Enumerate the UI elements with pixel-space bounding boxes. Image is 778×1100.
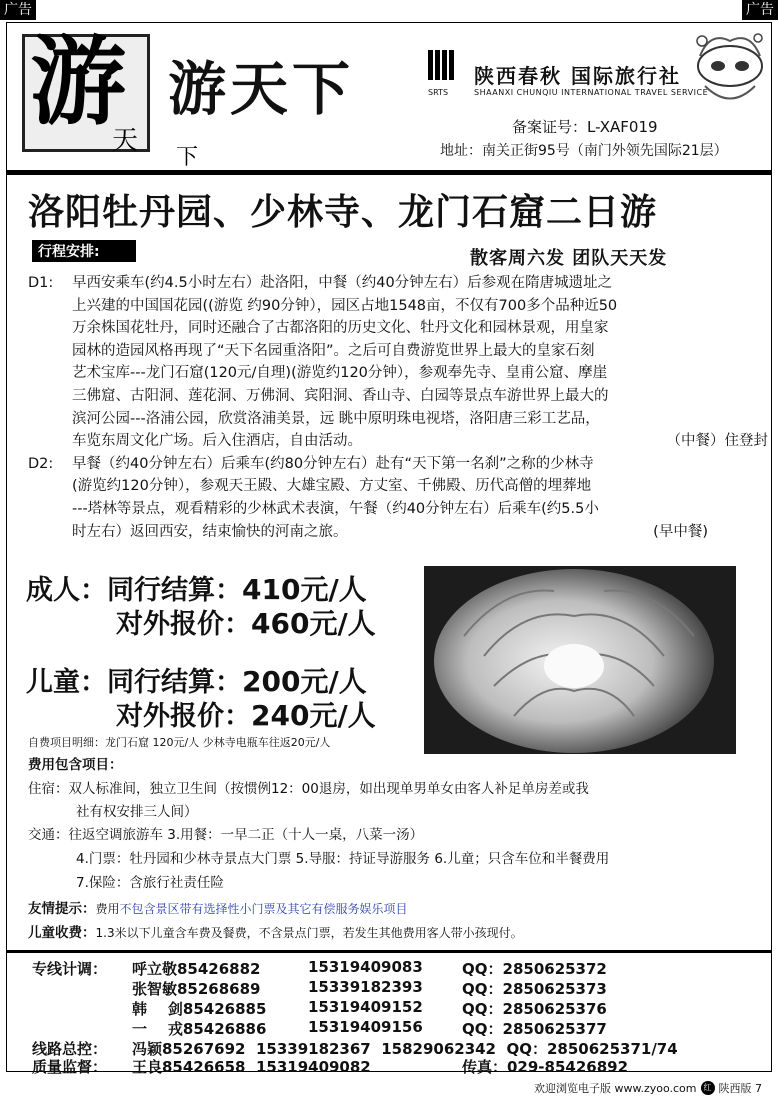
meal-info: （中餐）住登封 [666,433,768,450]
contact-mobile: 15339182393 [308,978,423,996]
contact-mobile: 15319409083 [308,958,423,976]
supervisor-label: 线路总控： [32,1040,108,1058]
fees-item-7: 7.保险：含旅行社责任险 [76,875,224,891]
logo-calligraphy: 游 [30,25,126,138]
child-label: 儿童： [26,667,107,698]
contact-qq: QQ：2850625377 [462,1020,607,1038]
itinerary-line: 艺术宝库---龙门石窟(120元/自理)(游览约120分钟），参观奉先寺、皇甫公窟、摩崖 [72,365,608,382]
quality-info: 王良85426658 15319409082 [132,1058,371,1076]
itinerary-line-text: 时左右）返回西安，结束愉快的河南之旅。 [72,523,348,540]
child-fee-line [28,922,523,944]
header-divider [6,170,772,175]
page-title: 洛阳牡丹园、少林寺、龙门石窟二日游 [28,192,658,233]
meal-info: (早中餐) [653,523,708,540]
tips-label: 友情提示： [28,901,96,917]
footer-text: 欢迎浏览电子版 www.zyoo.com [533,1082,697,1095]
contact-divider [6,950,772,953]
contact-qq: QQ：2850625373 [462,980,607,998]
license-number: 备案证号：L-XAF019 [512,118,658,136]
contact-mobile: 15319409152 [308,998,423,1016]
quality-label: 质量监督： [32,1058,108,1076]
itinerary-line-text: 车览东周文化广场。后入住酒店，自由活动。 [72,433,362,450]
contact-qq: QQ：2850625376 [462,1000,607,1018]
fees-heading: 费用包含项目： [28,757,123,773]
contact-name: 韩 剑85426885 [132,1000,267,1018]
agency-address: 地址：南关正街95号（南门外领先国际21层） [440,143,728,159]
lodging-text: 双人标准间，独立卫生间（按惯例12：00退房，如出现单男单女由客人补足单房差或我 [68,781,589,797]
itinerary-day-1 [28,272,768,453]
fees-item-4: 4.门票：牡丹园和少林寺景点大门票 5.导服：持证导游服务 6.儿童；只含车位和半餐费用 [76,851,610,867]
day-description [72,453,768,543]
child-public-amount: 240元/人 [251,699,376,732]
hotline-label: 专线计调： [32,960,108,978]
itinerary-line: ---塔林等景点，观看精彩的少林武术表演，午餐（约40分钟左右）后乘车(约5.5小 [72,500,599,517]
child-fee-label: 儿童收费： [28,925,96,941]
adult-public-price [116,602,376,642]
ad-tag-right: 广告 [742,0,778,20]
transport-label: 交通： [28,827,69,843]
itinerary [28,272,768,543]
child-peer-amount: 200元/人 [242,665,367,698]
itinerary-line: 万余株国花牡丹，同时还融合了古都洛阳的历史文化、牡丹文化和园林景观，用皇家 [72,320,609,337]
public-label: 对外报价： [116,701,251,732]
contact-name: 张智敏85268689 [132,980,261,998]
agency-emblem-icon [428,50,464,86]
peony-photo [424,566,736,754]
transport-line [28,824,423,846]
itinerary-line [72,430,768,453]
lodging-line [28,778,589,800]
child-public-price [116,694,376,734]
transport-text: 往返空调旅游车 3.用餐：一早二正（十人一桌，八菜一汤） [68,827,424,843]
itinerary-line: (游览约120分钟），参观天王殿、大雄宝殿、方丈室、千佛殿、历代高僧的埋葬地 [72,478,592,495]
slogan: 游天下 [168,55,355,123]
day-label: D2: [28,455,54,472]
lodging-label: 住宿： [28,781,69,797]
tips-line [28,898,408,920]
public-label: 对外报价： [116,609,251,640]
footer-edition: 陕西版 7 [718,1082,762,1095]
fax-info: 传真：029-85426892 [462,1058,629,1076]
day-description [72,272,768,453]
agency-english-name: SHAANXI CHUNQIU INTERNATIONAL TRAVEL SERVICE [474,88,709,97]
itinerary-line: 三佛窟、古阳洞、莲花洞、万佛洞、宾阳洞、香山寺、白园等景点车游世界上最大的 [72,387,609,404]
schedule-tag: 行程安排: [32,240,136,262]
peer-label: 同行结算： [107,575,242,606]
agency-emblem-text: SRTS [428,88,449,97]
day-label: D1: [28,275,54,291]
adult-public-amount: 460元/人 [251,607,376,640]
contact-name: 呼立敬85426882 [132,960,261,978]
itinerary-line [72,521,768,544]
ad-tag-left: 广告 [0,0,36,20]
agency-name: 陕西春秋 国际旅行社 [474,64,681,88]
peer-label: 同行结算： [107,667,242,698]
adult-label: 成人： [26,575,107,606]
contact-mobile: 15319409156 [308,1018,423,1036]
tips-prefix: 费用 [95,902,120,916]
itinerary-line: 滨河公园---洛浦公园，欣赏洛浦美景，远 眺中原明珠电视塔，洛阳唐三彩工艺品， [72,410,600,427]
child-fee-text: 1.3米以下儿童含车费及餐费，不含景点门票，若发生其他费用客人带小孩现付。 [95,926,523,940]
itinerary-day-2 [28,453,768,543]
itinerary-line: 园林的造园风格再现了“天下名园重洛阳”。之后可自费游览世界上最大的皇家石刻 [72,342,595,359]
departure-frequency: 散客周六发 团队天天发 [470,248,668,269]
footer [534,1080,762,1096]
edition-badge-icon: 红 [701,1081,715,1095]
mask-decoration-icon [690,26,770,116]
logo-small-char-1: 天 [112,126,139,156]
itinerary-line: 早餐（约40分钟左右）后乘车(约80分钟左右）赴有“天下第一名刹”之称的少林寺 [72,455,594,472]
adult-peer-amount: 410元/人 [242,573,367,606]
lodging-line-2: 社有权安排三人间） [76,804,198,820]
self-pay-items: 自费项目明细：龙门石窟 120元/人 少林寺电瓶车往返20元/人 [28,736,331,749]
itinerary-line: 上兴建的中国国花园((游览 约90分钟），园区占地1548亩，不仅有700多个品种近50 [72,297,618,314]
logo-small-char-2: 下 [176,145,199,170]
itinerary-line: 早西安乘车(约4.5小时左右）赴洛阳，中餐（约40分钟左右）后参观在隋唐城遗址之 [72,275,613,291]
supervisor-info: 冯颖85267692 15339182367 15829062342 QQ：2850625371/74 [132,1040,678,1058]
tips-text: 不包含景区带有选择性小门票及其它有偿服务娱乐项目 [119,902,408,916]
contact-name: 一 戎85426886 [132,1020,267,1038]
contact-qq: QQ：2850625372 [462,960,607,978]
